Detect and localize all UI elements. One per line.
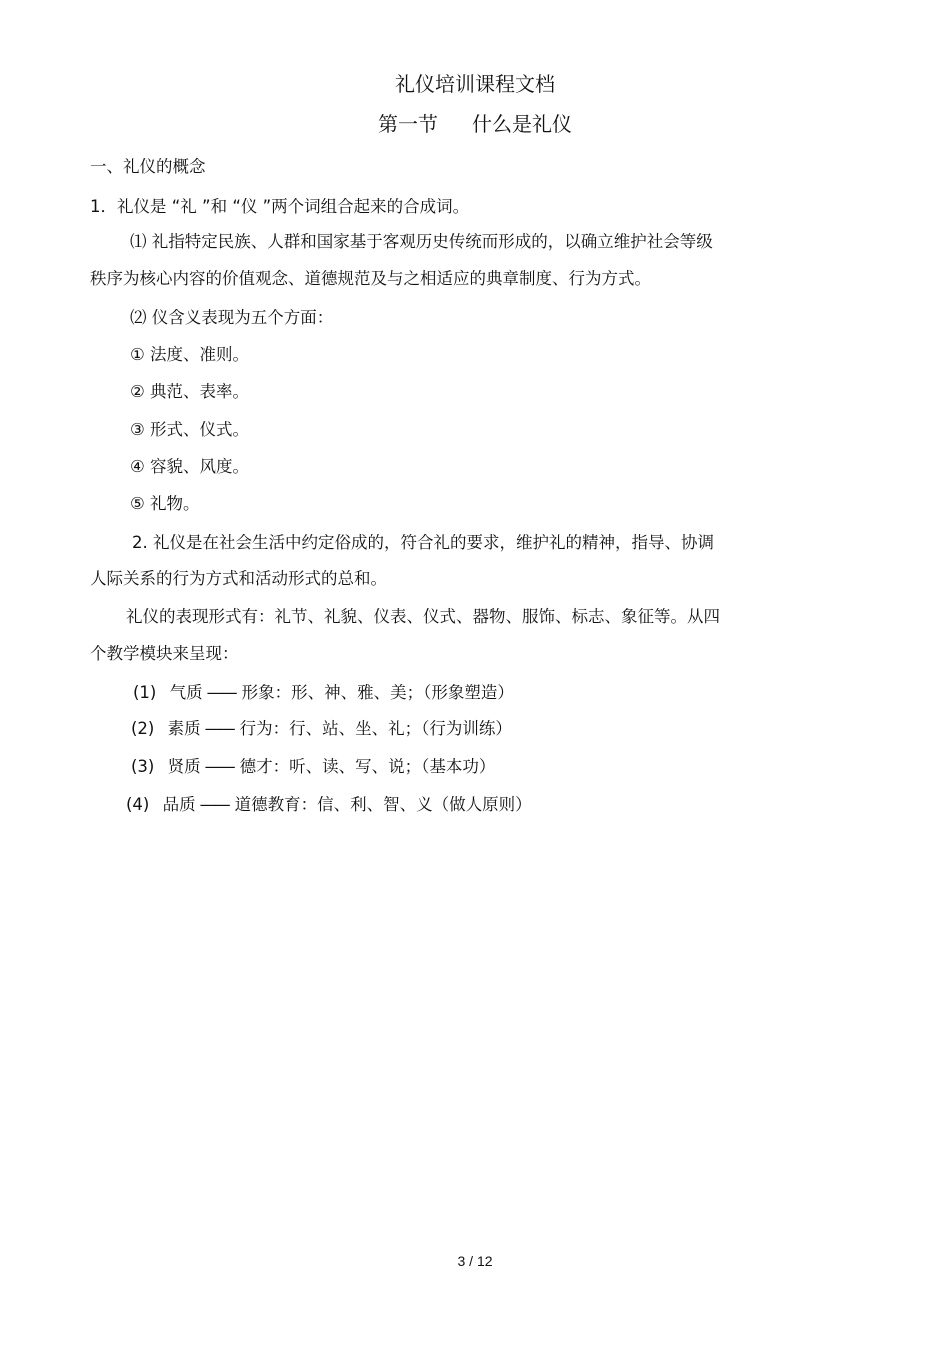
module-content: 行为：行、站、坐、礼；（行为训练） (239, 719, 512, 738)
module-name: 品质 (162, 795, 196, 814)
list-item-module (131, 755, 495, 779)
module-number: (4) (126, 795, 150, 814)
paragraph-forms-line-2: 个教学模块来呈现： (90, 644, 239, 663)
module-name: 贤质 (167, 757, 201, 776)
section-name: 什么是礼仪 (472, 112, 572, 136)
module-dash: —— (199, 795, 229, 814)
paragraph-point-2-line-1: 2. 礼仪是在社会生活中约定俗成的，符合礼的要求，维护礼的精神，指导、协调 (132, 533, 714, 552)
list-item-yi-aspect: ① 法度、准则。 (130, 345, 250, 364)
paragraph-li-definition-line-2: 秩序为核心内容的价值观念、道德规范及与之相适应的典章制度、行为方式。 (90, 269, 651, 288)
module-dash: —— (204, 719, 234, 738)
module-name: 气质 (169, 683, 203, 702)
list-item-yi-aspect: ⑤ 礼物。 (130, 494, 200, 513)
module-number: (1) (133, 683, 157, 702)
module-name: 素质 (167, 719, 201, 738)
list-item-module (126, 793, 532, 817)
module-content: 形象：形、神、雅、美；（形象塑造） (241, 683, 514, 702)
module-content: 道德教育：信、利、智、义（做人原则） (234, 795, 532, 814)
module-number: (3) (131, 757, 155, 776)
heading-concept: 一、礼仪的概念 (90, 157, 206, 176)
section-title (0, 110, 950, 138)
paragraph-li-definition-line-1: ⑴ 礼指特定民族、人群和国家基于客观历史传统而形成的，以确立维护社会等级 (130, 232, 713, 251)
module-number: (2) (131, 719, 155, 738)
list-item-yi-aspect: ③ 形式、仪式。 (130, 420, 250, 439)
paragraph-forms-line-1: 礼仪的表现形式有：礼节、礼貌、仪表、仪式、器物、服饰、标志、象征等。从四 (126, 607, 720, 626)
document-title: 礼仪培训课程文档 (395, 72, 555, 96)
paragraph-point-2-line-2: 人际关系的行为方式和活动形式的总和。 (90, 569, 387, 588)
list-item-module (131, 717, 512, 741)
paragraph-yi-intro: ⑵ 仪含义表现为五个方面： (130, 308, 334, 327)
module-dash: —— (204, 757, 234, 776)
list-item-module (133, 681, 514, 705)
paragraph-point-1: 1．礼仪是 “礼 ”和 “仪 ”两个词组合起来的合成词。 (90, 197, 470, 216)
page-number: 3 / 12 (457, 1253, 493, 1269)
module-dash: —— (206, 683, 236, 702)
list-item-yi-aspect: ④ 容貌、风度。 (130, 457, 250, 476)
module-content: 德才：听、读、写、说；（基本功） (239, 757, 496, 776)
section-number: 第一节 (378, 112, 438, 136)
list-item-yi-aspect: ② 典范、表率。 (130, 382, 250, 401)
